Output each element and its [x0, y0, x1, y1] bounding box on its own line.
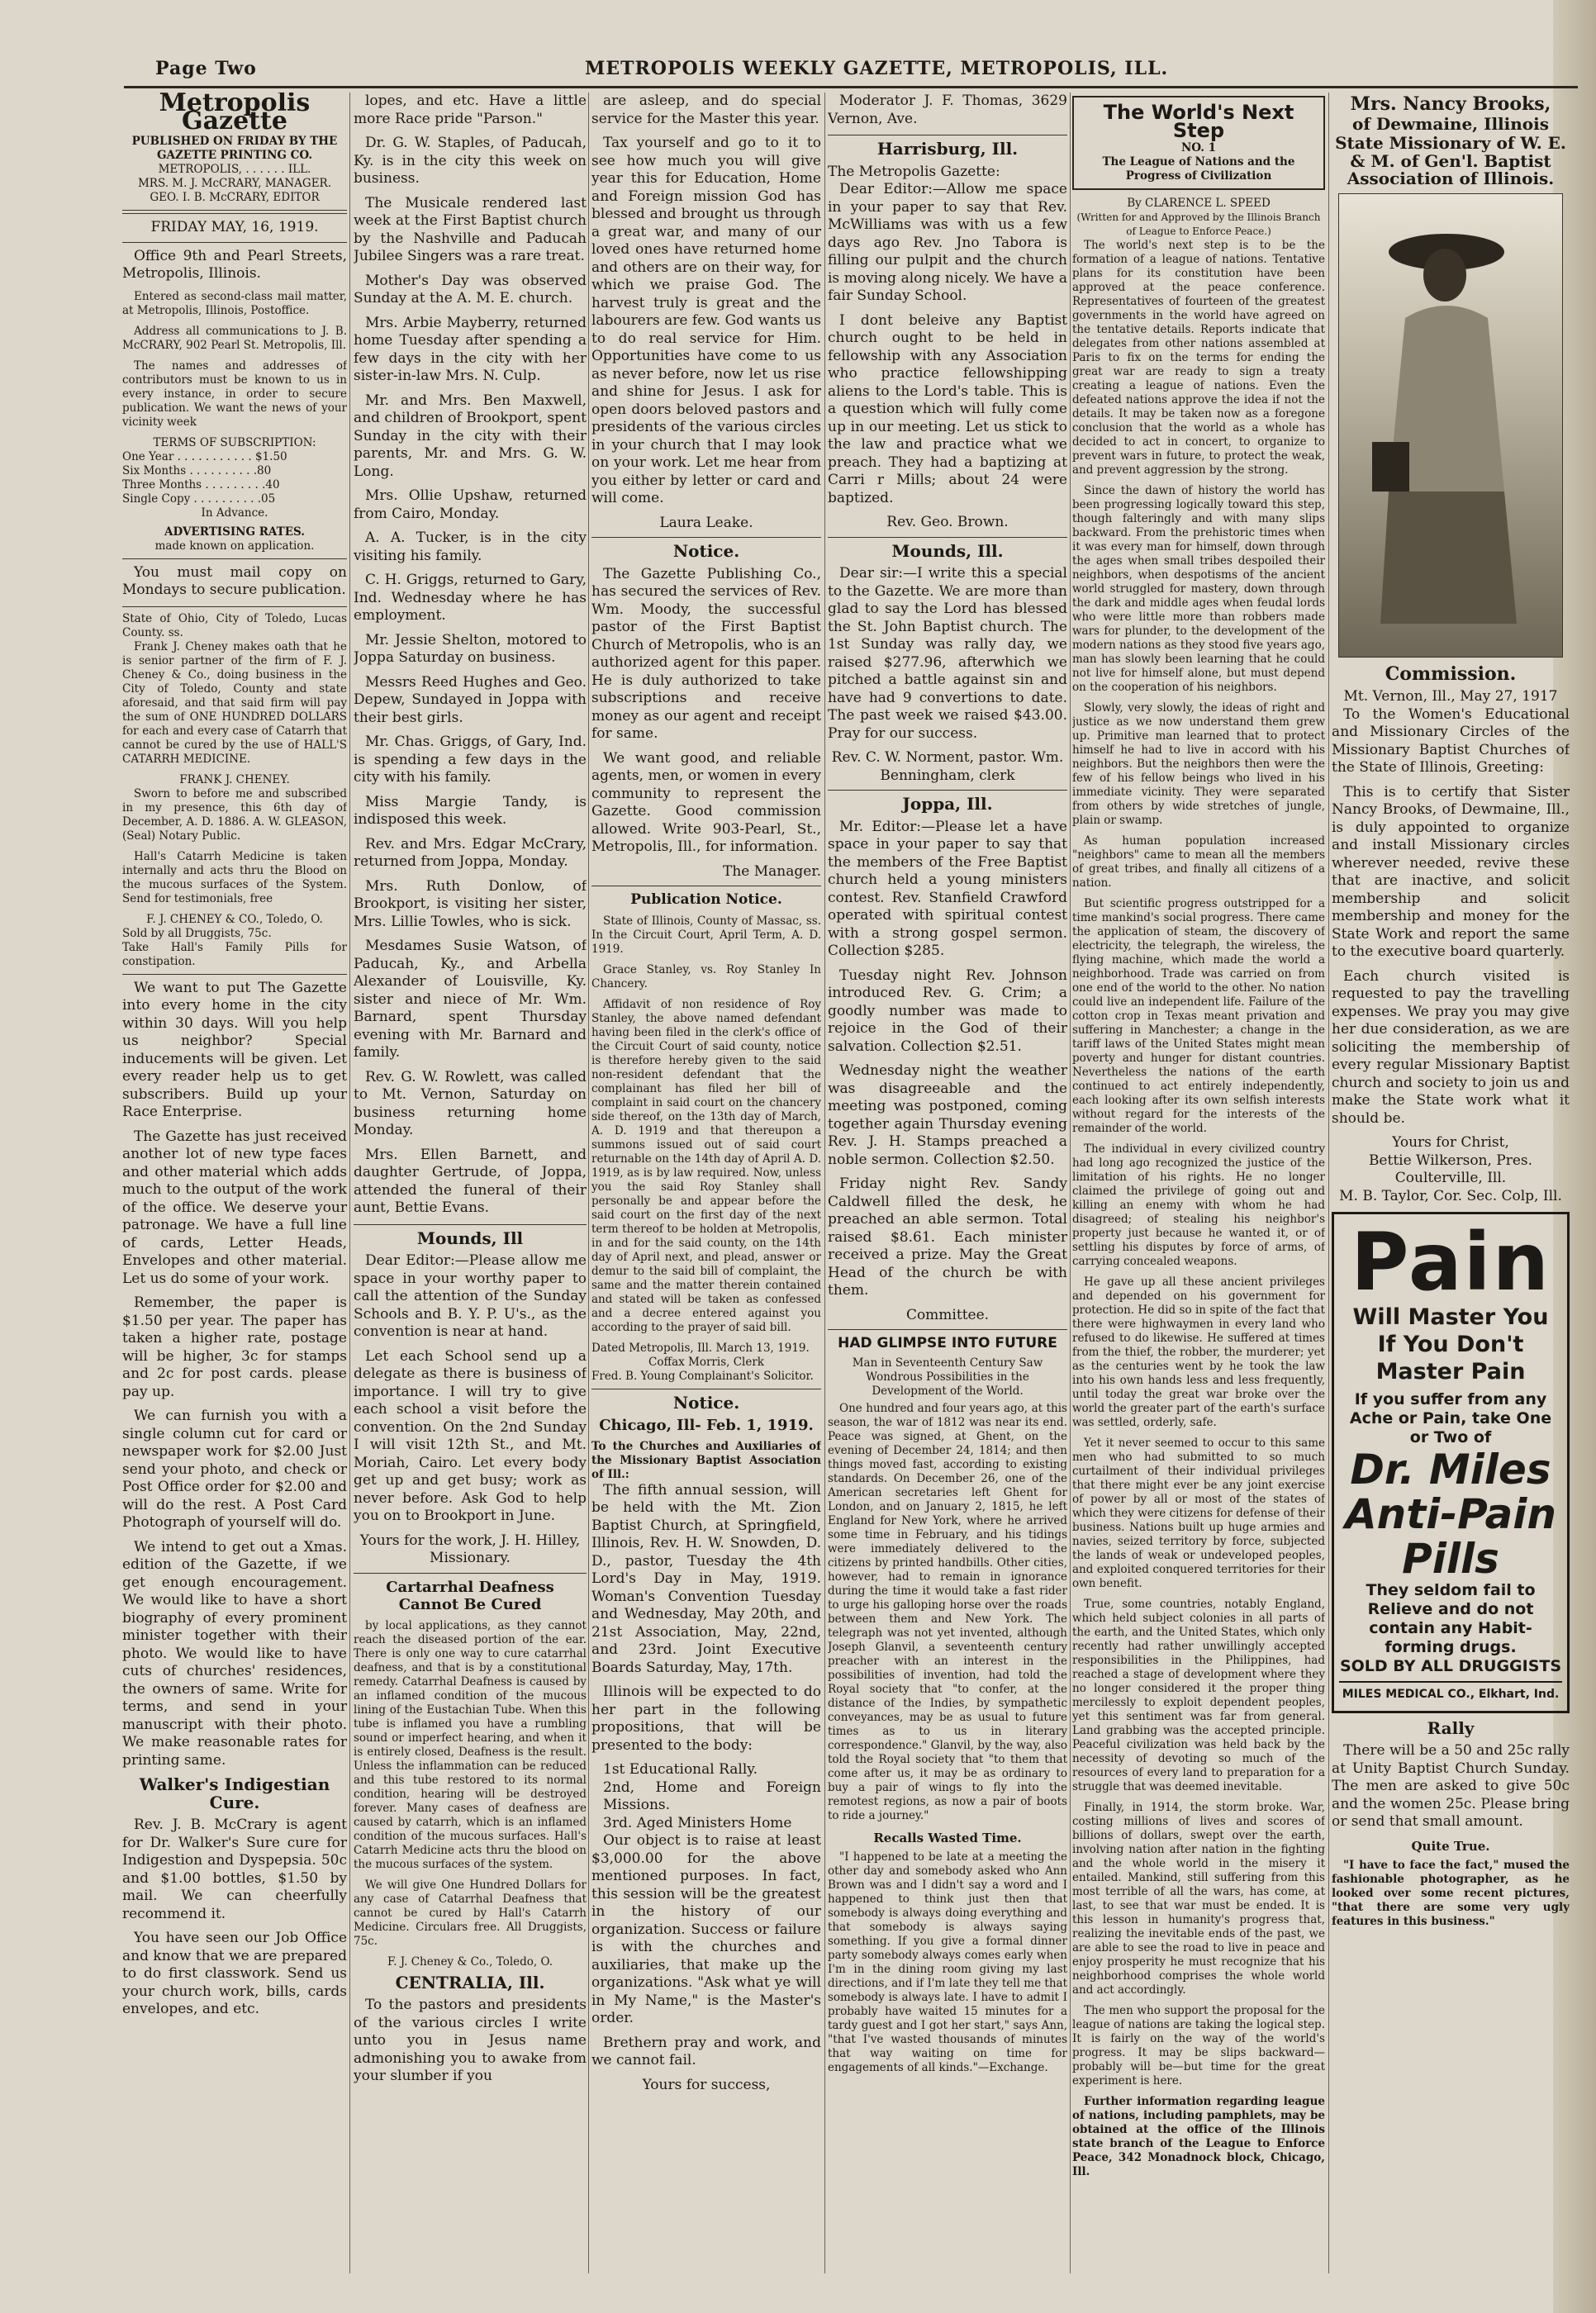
local-item: Dr. G. W. Staples, of Paducah, Ky. is in the city this week on business.: [354, 135, 587, 187]
notice-title-2: Notice.: [672, 1392, 740, 1413]
feature-text: Finally, in 1914, the storm broke. War, costing millions of lives and scores of billions of dollars, swept over the earth, involving nation after nation in the fighting and the whole world in the misery it entailed. Mankind, still suffering from this most terrible of all the wars, has come, at last, to see that war must be ended. It is this lesson in humanity's progress that, realizing the inevitable ends of the past, we are able to see the road to live in peace and enjoy prosperity he must recognize that his neighborhood comprises the whole world and act accordingly.: [1072, 1801, 1325, 1997]
byline-note: (Written for and Approved by the Illinois Branch of League to Enforce Peace.): [1076, 211, 1321, 237]
chicago-text: Our object is to raise at least $3,000.00 for the above mentioned purposes. In fact, this session will be the greatest in the history of our organization. Success or failure is with the churches and auxiliaries, that make up the organizations. "Ask what ye will in My Name," is the Master's order.: [591, 1832, 821, 2026]
ad-line: SOLD BY ALL DRUGGISTS: [1339, 1657, 1562, 1675]
feature-box: [1072, 96, 1325, 190]
chicago-item: 1st Educational Rally.: [603, 1761, 758, 1778]
publication-text: State of Illinois, County of Massac, ss. In the Circuit Court, April Term, A. D. 1919.: [591, 914, 821, 956]
cheney-company: F. J. CHENEY & CO., Toledo, O.: [146, 912, 323, 926]
feature-text: The world's next step is to be the formation of a league of nations. Tentative plans for its constitution have been approved at the peace conference. Representatives of fourteen of the greatest governments in the world have agreed on the tentative details. Reports indicate that delegates from other nations assembled at Paris to fix on the terms for ending the great war are ready to sign a treaty creating a league of nations. Even the defeated nations approve the idea if not the details. It may be taken now as a foregone conclusion that the world as a whole has decided to act in concert, to organize to prevent wars in future, to protect the weak, and prevent aggression by the strong.: [1072, 239, 1325, 477]
woman-figure-icon: [1339, 194, 1562, 657]
future-subtitle: Man in Seventeenth Century Saw Wondrous Possibilities in the Development of the World.: [852, 1356, 1043, 1398]
publication-title: Publication Notice.: [630, 891, 782, 908]
want-text: We want to put The Gazette into every home in the city within 30 days. Will you help us neighbor? Special inducements will be given. Let every reader help us to get subscribers. Build up your Race Enterprise.: [122, 979, 347, 1120]
local-item: Messrs Reed Hughes and Geo. Depew, Sundayed in Joppa with their best girls.: [354, 673, 587, 726]
harrisburg-text: I dont beleive any Baptist church ought to be held in fellowship with any Association who practice fellowshipping aliens to the Lord's table. This is a question which will fully come up in our meeting. Let us stick to the law and practice what we preach. They had a baptizing at Carri r Mills; about 24 were baptized.: [828, 311, 1067, 506]
moderator-line: Moderator J. F. Thomas, 3629 Vernon, Ave.: [828, 93, 1067, 127]
divider: [122, 606, 347, 607]
harrisburg-signature: Rev. Geo. Brown.: [886, 514, 1009, 530]
ad-line: Master Pain: [1375, 1359, 1526, 1384]
address-note: Address all communications to J. B. McCRARY, 902 Pearl St. Metropolis, Ill.: [122, 324, 347, 352]
portrait-name: Mrs. Nancy Brooks,: [1350, 93, 1551, 115]
xmas-text: We intend to get out a Xmas. edition of the Gazette, if we get enough encouragement. We would like to have a short biography of every prominent minister together with their photo. We would like to have cuts of churches' residences, the owners of same. Write for terms, and send in your manuscript with their photo. We make reasonable rates for printing same.: [122, 1538, 347, 1769]
mounds-text-2: Dear sir:—I write this a special to the Gazette. We are more than glad to say the Lord has blessed the St. John Baptist church. The 1st Sunday was rally day, we raised $277.96, afterwhich we pitched a battle against sin and have had 9 convertions to date. The past week we raised $43.00. Pray for our success.: [828, 565, 1067, 742]
commission-signature: M. B. Taylor, Cor. Sec. Colp, Ill.: [1339, 1187, 1562, 1204]
page-number: Page Two: [155, 58, 257, 79]
feature-text: The individual in every civilized country had long ago recognized the justice of the limitation of his rights. He no longer claimed the privilege of going out and killing an enemy with whom he had disagreed; of stealing his neighbor's property just because he wanted it, or of settling his disputes by force of arms, of carrying concealed weapons.: [1072, 1142, 1325, 1268]
byline: By CLARENCE L. SPEED: [1127, 197, 1271, 210]
adv-text: made known on application.: [154, 539, 315, 553]
rally-title: Rally: [1427, 1717, 1475, 1738]
local-item: Mr. Chas. Griggs, of Gary, Ind. is spending a few days in the city with his family.: [354, 734, 587, 786]
mounds-text: Let each School send up a delegate as there is business of importance. I will try to give each school a visit before the convention. On the 2nd Sunday I will visit 12th St., and Mt. Moriah, Cairo. Let every body get up and get busy; work as never before. Ask God to help you on to Brookport in June.: [354, 1347, 587, 1524]
header-rule: [124, 86, 1578, 88]
commission-text: To the Women's Educational and Missionary Circles of the Missionary Baptist Churches of the State of Illinois, Greeting:: [1332, 705, 1570, 776]
harrisburg-text: Dear Editor:—Allow me space in your paper to say that Rev. McWilliams was with us a few days ago Rev. Jno Tabora is filling our pulpit and the church is moving along nicely. We have a fair Sunday School.: [828, 181, 1067, 304]
harrisburg-title: Harrisburg, Ill.: [876, 139, 1019, 159]
walker-title: Walker's Indigestian Cure.: [139, 1774, 330, 1812]
feature-text: Since the dawn of history the world has been progressing logically toward this step, though falteringly and with many slips backward. From the prehistoric times when it was every man for himself, down through the ages when small tribes despoiled their neighbors, when despotisms of the ancient world struggled for mastery, down through the dark and middle ages when feudal lords who were little more than robbers made wars for plunder, to the development of the modern nations as they stood five years ago, man has slowly been learning that he could not live for himself alone, but must depend on the cooperation of his neighbors.: [1072, 484, 1325, 694]
leake-signature: Laura Leake.: [659, 514, 753, 531]
ad-line: They seldom fail to Relieve and do not contain any Habit-forming drugs.: [1366, 1581, 1536, 1656]
editor: GEO. I. B. McCRARY, EDITOR: [150, 191, 320, 204]
sworn-text: Sworn to before me and subscribed in my presence, this 6th day of December, A. D. 1886. A. W. GLEASON, (Seal) Notary Public.: [122, 786, 347, 843]
term-line: Three Months . . . . . . . . .40: [122, 477, 280, 492]
term-line: One Year . . . . . . . . . . . $1.50: [122, 449, 287, 463]
commission-title: Commission.: [1385, 663, 1517, 685]
deafness-title: Cartarrhal Deafness Cannot Be Cured: [386, 1578, 554, 1613]
mail-notice: You must mail copy on Mondays to secure publication.: [122, 563, 347, 598]
centralia-cont: are asleep, and do special service for the Master this year.: [591, 93, 821, 127]
deafness-text: We will give One Hundred Dollars for any case of Catarrhal Deafness that cannot be cured by Hall's Catarrh Medicine. Circulars free. All Druggists, 75c.: [354, 1878, 587, 1948]
mounds-text: Dear Editor:—Please allow me space in your worthy paper to call the attention of the Sunday Schools and B. Y. P. U's., as the convention is near at hand.: [354, 1252, 587, 1340]
commission-text: This is to certify that Sister Nancy Brooks, of Dewmaine, Ill., is duly appointed to organize and install Missionary circles wherever needed, revive these that are inactive, and solicit membership and solicit membership and money for the State Work and report the same to the executive board quarterly.: [1332, 783, 1570, 960]
local-item: The Musicale rendered last week at the First Baptist church by the Nashville and Paducah Jubilee Singers was a rare treat.: [354, 194, 587, 264]
publication-solicitor: Fred. B. Young Complainant's Solicitor.: [591, 1369, 814, 1383]
centralia-cont: Tax yourself and go to it to see how much you will give year this for Education, Home and Foreign mission God has blessed and brought us through a great war, and many of our loved ones have returned home and others are on their way, for which we praise God. The harvest truly is great and the labourers are few. God wants us to do real service for Him. Opportunities have come to us as never before, now let us rise and shine for Jesus. I ask for open doors beloved pastors and presidents of the various circles in your church that I may look on your work. Let me hear from you either by letter or card and will come.: [591, 135, 821, 506]
commission-text: Each church visited is requested to pay the travelling expenses. We pray you may give her due consideration, as we are soliciting the membership of every regular Missionary Baptist church and society to join us and make the State work what it should be.: [1332, 967, 1570, 1127]
local-item: Mesdames Susie Watson, of Paducah, Ky., and Arbella Alexander of Louisville, Ky. sister and niece of Mr. Wm. Barnard, spent Thursday evening with Mr. Barnard and family.: [354, 938, 587, 1061]
publication-text: Affidavit of non residence of Roy Stanley, the above named defendant having been filed in the clerk's office of the Circuit Court of said county, notice is therefore hereby given to the said non-resident defendant that the complainant has filed her bill of complaint in said court on the chancery side thereof, on the 13th day of March, A. D. 1919 and that thereupon a summons issued out of said court returnable on the 14th day of April A. D. 1919, as is by law required. Now, unless you the said Roy Stanley shall personally be and appear before the said court on the first day of the next term thereof to be holden at Metropolis, in and for the said county, on the 14th day of April next, and plead, answer or demur to the said bill of complaint, the same and the matter therein contained and stated will be taken as confessed and a decree entered against you according to the prayer of said bill.: [591, 997, 821, 1334]
wasted-text: "I happened to be late at a meeting the other day and somebody asked who Ann Brown was and I didn't say a word and I happened to think just then that somebody is always doing everything and that somebody is always saying something. If you give a formal dinner party somebody always comes early when I'm in the dining room giving my last directions, and if I'm late they tell me that somebody is always late. I have to admit I probably have waited 15 minutes for a tardy guest and I got her start," says Ann, "that I've wasted thousands of minutes that way waiting on time for engagements of all kinds."—Exchange.: [828, 1850, 1067, 2074]
future-text: One hundred and four years ago, at this season, the war of 1812 was near its end. Peace was signed, at Ghent, on the evening of December 24, 1814; and then things moved fast, according to existing standards. On December 26, one of the American secretaries left Ghent for London, and on January 2, 1815, he left England for New York, where he arrived some time in February, and his tidings were immediately delivered to the citizens by printed handbills. Other cities, however, had to remain in ignorance during the time it would take a fast rider to urge his galloping horse over the roads between them and New York. The telegraph was not yet invented, although Joseph Glanvil, a seventeenth century preacher with an interest in the possibilities of invention, had told the Royal society that "to confer, at the distance of the Indies, by sympathetic conveyances, may be as usual to future times as to us in literary correspondence." Glanvil, by the way, also told the Royal society that "to them that come after us, it may be as ordinary to buy a pair of wings to fly into the remotest regions, as now a pair of boots to ride a journey.": [828, 1401, 1067, 1822]
feature-text: As human population increased "neighbors" came to mean all the members of great tribes, and finally all citizens of a nation.: [1072, 834, 1325, 890]
quite-title: Quite True.: [1411, 1838, 1490, 1854]
chicago-text: Illinois will be expected to do her part in the following propositions, that will be presented to the body:: [591, 1684, 821, 1754]
mounds-signature: Yours for the work, J. H. Hilley, Missionary.: [359, 1532, 581, 1566]
ad-brand: Dr. Miles Anti-Pain Pills: [1344, 1446, 1556, 1583]
local-item: Mother's Day was observed Sunday at the A. M. E. church.: [354, 272, 587, 306]
ad-line: If you suffer from any Ache or Pain, take One or Two of: [1349, 1390, 1552, 1446]
local-item: C. H. Griggs, returned to Gary, Ind. Wednesday where he has employment.: [354, 572, 587, 624]
joppa-text: Mr. Editor:—Please let a have space in your paper to say that the members of the Free Baptist church held a young ministers contest. Rev. Stanfield Crawford operated with spiritual contest with a strong gospel sermon. Collection $285.: [828, 818, 1067, 959]
column-divider: [1070, 93, 1071, 2273]
mounds-signature-2: Rev. C. W. Norment, pastor. Wm. Benningham, clerk: [831, 749, 1064, 784]
column-divider: [349, 93, 350, 2273]
chicago-signature: Yours for success,: [642, 2076, 771, 2093]
notice-title: Notice.: [672, 541, 740, 561]
harrisburg-to: The Metropolis Gazette:: [828, 163, 1000, 180]
joppa-text: Tuesday night Rev. Johnson introduced Rev. G. Crim; a goodly number was made to rejoice in the God of their salvation. Collection $2.51.: [828, 967, 1067, 1055]
chicago-text: The fifth annual session, will be held with the Mt. Zion Baptist Church, at Springfield, Illinois, Rev. H. W. Snowden, D. D., pastor, Tuesday the 4th Lord's Day in May, 1919. Woman's Convention Tuesday and Wednesday, May 20th, and 21st Association, May, 22nd, and 23rd. Joint Executive Boards Saturday, May, 17th.: [591, 1481, 821, 1676]
divider: [591, 537, 821, 538]
local-item: Mrs. Ellen Barnett, and daughter Gertrude, of Joppa, attended the funeral of their aunt, Bettie Evans.: [354, 1146, 587, 1216]
local-item: A. A. Tucker, is in the city visiting his family.: [354, 530, 587, 564]
divider: [122, 974, 347, 975]
column-3: [591, 93, 821, 2273]
publisher: PUBLISHED ON FRIDAY BY THE GAZETTE PRINTING CO.: [131, 135, 338, 162]
remember-text: Remember, the paper is $1.50 per year. The paper has taken a higher rate, postage will be higher, 3c for stamps and 2c for post cards. please pay up.: [122, 1294, 347, 1400]
page-header: [155, 58, 1576, 83]
pills-text: Take Hall's Family Pills for constipation.: [122, 940, 347, 968]
issue-date: FRIDAY MAY, 16, 1919.: [150, 219, 319, 235]
column-2: [354, 93, 587, 2273]
divider: [354, 1224, 587, 1225]
divider: [122, 210, 347, 214]
local-item: lopes, and etc. Have a little more Race pride "Parson.": [354, 93, 587, 127]
commission-signature: Yours for Christ,: [1392, 1134, 1509, 1151]
column-4: [828, 93, 1067, 2273]
divider: [828, 537, 1067, 538]
feature-number: NO. 1: [1180, 141, 1217, 154]
feature-text: But scientific progress outstripped for a time mankind's social progress. There came the application of steam, the discovery of electricity, the telegraph, the wireless, the flying machine, which made the world a neighborhood. Trade was carried on from one end of the world to the other. No nation could live an independent life. Failure of the cotton crop in Texas meant privation and suffering in Manchester; a change in the tariff laws of the United States might mean poverty and hunger for distant countries. Nevertheless the nations of the earth continued to act entirely independently, each looking after its own selfish interests without regard for the interests of the remainder of the world.: [1072, 897, 1325, 1135]
chicago-item: 2nd, Home and Foreign Missions.: [603, 1779, 821, 1813]
local-item: Mrs. Arbie Mayberry, returned home Tuesday after spending a few days in the city with her sister-in-law Mrs. N. Culp.: [354, 314, 587, 384]
walker-text: Rev. J. B. McCrary is agent for Dr. Walker's Sure cure for Indigestion and Dyspepsia. 50c and $1.00 bottles, $1.50 by mail. We can cheerfully recommend it.: [122, 1817, 347, 1922]
term-line: In Advance.: [201, 506, 268, 520]
column-6: [1332, 93, 1570, 2273]
received-text: The Gazette has just received another lot of new type faces and other material which adds much to the output of the work of the office. We deserve your patronage. We have a full line of cards, Letter Heads, Envelopes and other material. Let us do some of your work.: [122, 1128, 347, 1287]
mounds-title: Mounds, Ill: [416, 1228, 524, 1248]
term-line: Six Months . . . . . . . . . .80: [122, 463, 272, 477]
publication-text: Grace Stanley, vs. Roy Stanley In Chancery.: [591, 962, 821, 990]
job-text: You have seen our Job Office and know that we are prepared to do first classwork. Send us your church work, bills, cards envelopes, and etc.: [122, 1930, 347, 2017]
ohio-line: State of Ohio, City of Toledo, Lucas County. ss.: [122, 611, 347, 639]
divider: [828, 790, 1067, 791]
ad-footer: MILES MEDICAL CO., Elkhart, Ind.: [1339, 1681, 1562, 1704]
feature-text: Yet it never seemed to occur to this same men who had submitted to so much curtailment of their individual privileges that there might ever be any joint exercise of power by all or most of the states of which they were citizens for defense of their business. Nations built up huge armies and navies, seized territory by force, subjected the lands of weak or undeveloped peoples, and exploited conquered territories for their own benefit.: [1072, 1437, 1325, 1590]
feature-text: Slowly, very slowly, the ideas of right and justice as we now understand them grew up. Primitive man learned that to protect himself he had to live in accord with his neighbors. But the neighbors then were the few of his fellow beings who lived in his immediate vicinity. They were separated from others by wide stretches of jungle, plain or swamp.: [1072, 701, 1325, 827]
chicago-text: Brethern pray and work, and we cannot fail.: [591, 2034, 821, 2068]
ad-headline: Pain: [1351, 1216, 1551, 1308]
local-item: Mr. Jessie Shelton, motored to Joppa Saturday on business.: [354, 631, 587, 666]
local-item: Rev. G. W. Rowlett, was called to Mt. Vernon, Saturday on business returning home Monday.: [354, 1068, 587, 1138]
feature-text: He gave up all these ancient privileges and depended on his government for protection. He did so in spite of the fact that there were highwaymen in every land who refused to do likewise. He suffered at times from the thief, the robber, the murderer; yet as the centuries went by he took the law into his own hands less and less frequently, until today the great war broke over the world the greater part of the earth's surface was settled, orderly, safe.: [1072, 1275, 1325, 1429]
entered-note: Entered as second-class mail matter, at Metropolis, Illinois, Postoffice.: [122, 289, 347, 317]
feature-subtitle: The League of Nations and the Progress of Civilization: [1102, 155, 1295, 183]
notice-text: We want good, and reliable agents, men, or women in every community to represent the Gazette. Good commission allowed. Write 903-Pearl, St., Metropolis, Ill., for information.: [591, 749, 821, 855]
cheney-oath: Frank J. Cheney makes oath that he is senior partner of the firm of F. J. Cheney & Co., doing business in the City of Toledo, County and state aforesaid, and that said firm will pay the sum of ONE HUNDRED DOLLARS for each and every case of Catarrh that cannot be cured by the use of HALL'S CATARRH MEDICINE.: [122, 639, 347, 766]
publication-date: Dated Metropolis, Ill. March 13, 1919.: [591, 1341, 810, 1355]
deafness-text: by local applications, as they cannot reach the diseased portion of the ear. There is only one way to cure catarrhal deafness, and that is by a constitutional remedy. Catarrhal Deafness is caused by an inflamed condition of the mucous lining of the Eustachian Tube. When this tube is inflamed you have a rumbling sound or imperfect hearing, and when it is entirely closed, Deafness is the result. Unless the inflammation can be reduced and this tube restored to its normal condition, hearing will be destroyed forever. Many cases of deafness are caused by catarrh, which is an inflamed condition of the mucous surfaces. Hall's Catarrh Medicine acts thru the blood on the mucous surfaces of the system.: [354, 1618, 587, 1871]
local-item: Miss Margie Tandy, is indisposed this week.: [354, 793, 587, 828]
column-1: [122, 93, 347, 2273]
column-divider: [1328, 93, 1329, 2273]
local-item: Rev. and Mrs. Edgar McCrary, returned from Joppa, Monday.: [354, 835, 587, 870]
place: METROPOLIS, . . . . . . ILL.: [158, 163, 311, 176]
future-title: HAD GLIMPSE INTO FUTURE: [838, 1335, 1057, 1351]
notice-signature: The Manager.: [723, 862, 821, 880]
ad-line: If You Don't: [1377, 1332, 1524, 1357]
furnish-text: We can furnish you with a single column cut for card or newspaper work for $2.00 Just send your photo, and check or Post Office order for $2.00 and will do the rest. A Post Card Photograph of yourself will do.: [122, 1408, 347, 1531]
sold-text: Sold by all Druggists, 75c.: [122, 926, 272, 940]
centralia-title: CENTRALIA, Ill.: [395, 1972, 545, 1992]
portrait-of: of Dewmaine, Illinois: [1352, 113, 1549, 134]
publication-clerk: Coffax Morris, Clerk: [648, 1355, 764, 1369]
local-item: Mrs. Ruth Donlow, of Brookport, is visiting her sister, Mrs. Lillie Towles, who is sick.: [354, 877, 587, 930]
local-item: Mrs. Ollie Upshaw, returned from Cairo, Monday.: [354, 487, 587, 522]
divider: [828, 1329, 1067, 1330]
local-item: Mr. and Mrs. Ben Maxwell, and children of Brookport, spent Sunday in the city with their parents, Mr. and Mrs. G. W. Long.: [354, 392, 587, 480]
chicago-item: 3rd. Aged Ministers Home: [603, 1814, 792, 1831]
adv-title: ADVERTISING RATES.: [164, 525, 305, 539]
joppa-signature: Committee.: [905, 1306, 990, 1323]
ad-line: Will Master You: [1352, 1304, 1549, 1330]
commission-signature: Bettie Wilkerson, Pres. Coulterville, Ill.: [1368, 1152, 1533, 1186]
office-address: Office 9th and Pearl Streets, Metropolis, Illinois.: [122, 247, 347, 282]
newspaper-title: METROPOLIS WEEKLY GAZETTE, METROPOLIS, ILL.: [585, 58, 1169, 79]
feature-text: The men who support the proposal for the league of nations are taking the logical step. It is fairly on the way of the world's progress. It may be slips backward—probably will be—but time for the great experiment is here.: [1072, 2004, 1325, 2087]
column-divider: [824, 93, 825, 2273]
centralia-text: To the pastors and presidents of the various circles I write unto you in Jesus name admonishing you to awake from your slumber if you: [354, 1997, 587, 2084]
term-line: Single Copy . . . . . . . . . .05: [122, 492, 276, 506]
pain-pills-ad: [1332, 1212, 1570, 1713]
column-divider: [588, 93, 589, 2273]
terms-title: TERMS OF SUBSCRIPTION:: [153, 435, 316, 449]
rally-text: There will be a 50 and 25c rally at Unity Baptist Church Sunday. The men are asked to give 50c and the women 25c. Please bring or send that small amount.: [1332, 1742, 1570, 1830]
manager: MRS. M. J. McCRARY, MANAGER.: [137, 177, 332, 190]
column-5: [1072, 93, 1325, 2273]
portrait-photo: [1338, 193, 1563, 658]
portrait-state: State Missionary of W. E. & M. of Gen'l. Baptist Association of Illinois.: [1335, 133, 1566, 188]
commission-dateline: Mt. Vernon, Ill., May 27, 1917: [1343, 688, 1558, 705]
contributors-note: The names and addresses of contributors must be known to us in every instance, in order to secure publication. We want the news of your vicinity week: [122, 359, 347, 429]
divider: [354, 1573, 587, 1574]
chicago-to: To the Churches and Auxiliaries of the Missionary Baptist Association of Ill.:: [591, 1439, 821, 1481]
mounds-title-2: Mounds, Ill.: [891, 540, 1004, 561]
halls-text: Hall's Catarrh Medicine is taken internally and acts thru the Blood on the mucous surfaces of the System. Send for testimonials, free: [122, 849, 347, 905]
wasted-title: Recalls Wasted Time.: [873, 1830, 1022, 1845]
cheney-signature: FRANK J. CHENEY.: [179, 772, 290, 786]
masthead: Metropolis Gazette: [159, 93, 311, 135]
joppa-text: Wednesday night the weather was disagreeable and the meeting was postponed, coming together again Thursday evening Rev. J. H. Stamps preached a noble sermon. Collection $2.50.: [828, 1062, 1067, 1168]
feature-title: The World's Next Step: [1103, 101, 1294, 142]
feature-text: True, some countries, notably England, which held subject colonies in all parts of the earth, and the United States, which only recently had rather unwillingly accepted responsibilities in the Philippines, had reached a stage of development where they no longer considered it the proper thing mercilessly to exploit dependent peoples, yet this sentiment was far from general. Land grabbing was the accepted principle. Peaceful civilization was held back by the necessity of devoting so much of the resources of every land to preparation for a struggle that was deemed inevitable.: [1072, 1598, 1325, 1793]
chicago-dateline: Chicago, Ill- Feb. 1, 1919.: [599, 1417, 814, 1434]
feature-text: Further information regarding league of nations, including pamphlets, may be obtained at the office of the Illinois state branch of the League to Enforce Peace, 342 Monadnock block, Chicago, Ill.: [1072, 2095, 1325, 2178]
divider: [122, 558, 347, 559]
deafness-signature: F. J. Cheney & Co., Toledo, O.: [387, 1954, 553, 1969]
joppa-text: Friday night Rev. Sandy Caldwell filled the desk, he preached an able sermon. Total raised $8.61. Each minister received a prize. May the Great Head of the church be with them.: [828, 1175, 1067, 1299]
notice-text: The Gazette Publishing Co., has secured the services of Rev. Wm. Moody, the successful pastor of the First Baptist Church of Metropolis, who is an authorized agent for this paper. He is duly authorized to take subscriptions and receive money as our agent and receipt for same.: [591, 565, 821, 742]
divider: [122, 242, 347, 243]
quite-text: "I have to face the fact," mused the fashionable photographer, as he looked over some recent pictures, "that there are some very ugly features in this business.": [1332, 1859, 1570, 1928]
joppa-title: Joppa, Ill.: [902, 794, 993, 814]
